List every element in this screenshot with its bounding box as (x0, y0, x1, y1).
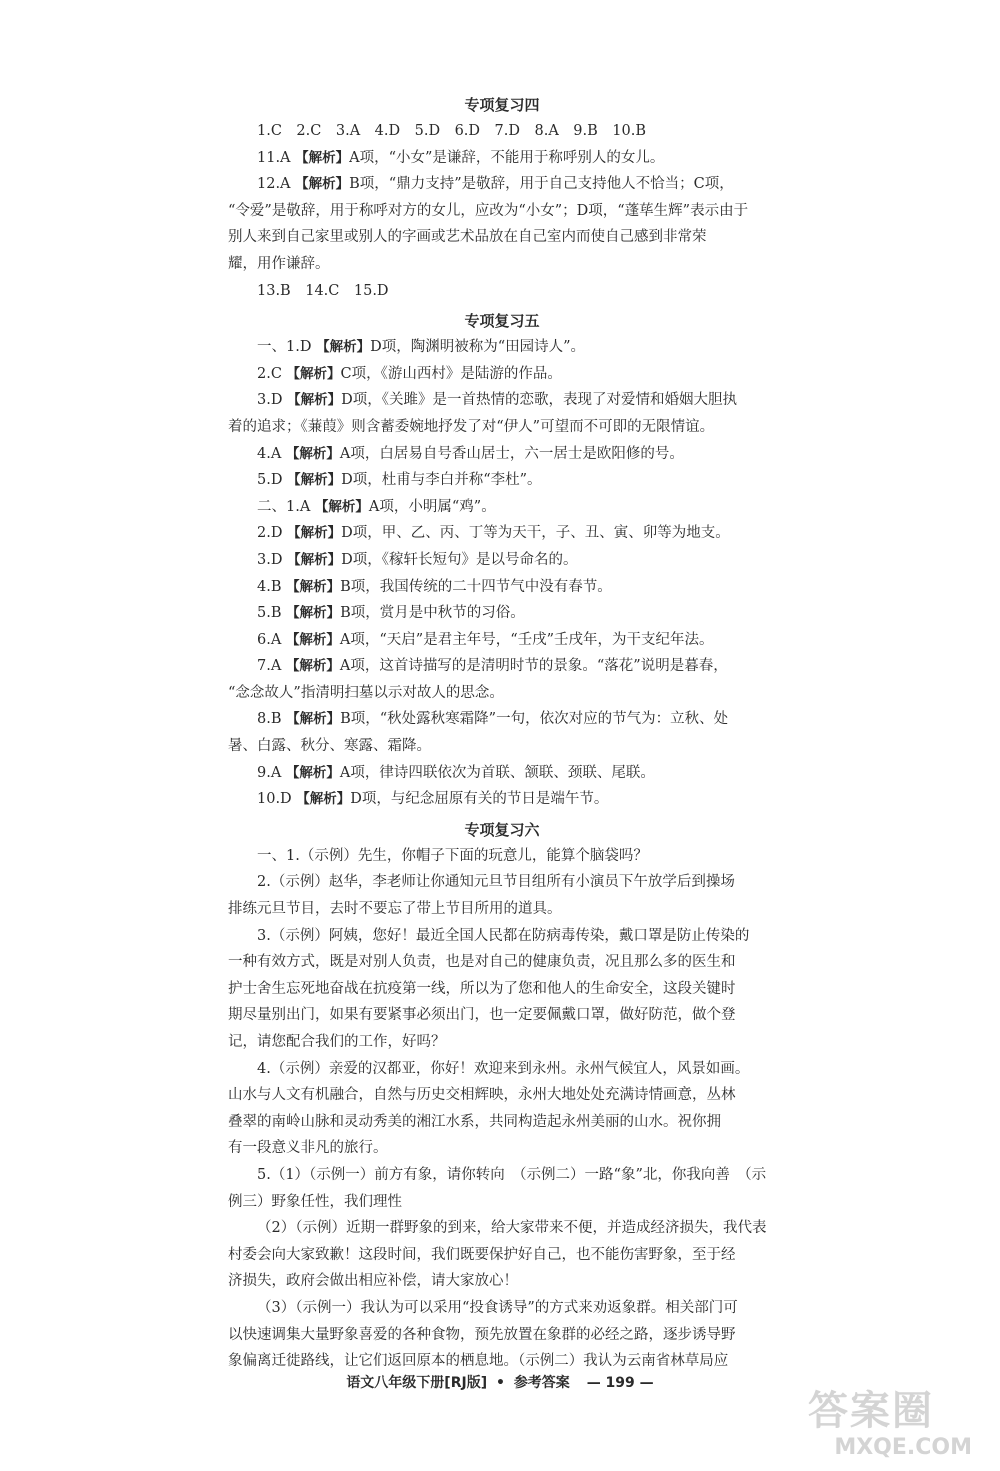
answer-line (228, 1189, 776, 1216)
answer-line (228, 1082, 776, 1109)
answer-text: “念念故人”指清明扫墓以示对故人的思念。 (228, 684, 504, 701)
section-heading: 专项复习五 (464, 312, 540, 331)
answer-line (228, 1322, 776, 1349)
answer-text: 4.A (257, 445, 286, 462)
answer-text: 9.A (257, 764, 286, 781)
answer-line (228, 600, 776, 627)
footer-book-title: 语文八年级下册[RJ版] (346, 1375, 488, 1391)
analysis-label: 【解析】 (316, 339, 371, 356)
answer-text: B项，我国传统的二十四节气中没有春节。 (340, 578, 612, 595)
answer-text: D项，陶渊明被称为“田园诗人”。 (370, 339, 586, 356)
answer-text: 5.B (257, 605, 287, 622)
answer-text: 4.（示例）亲爱的汉都亚，你好！欢迎来到永州。永州气候宜人，风景如画。 (257, 1060, 750, 1077)
answer-line (228, 574, 776, 601)
answer-text: 13.B 14.C 15.D (257, 282, 389, 299)
answer-line (228, 171, 776, 198)
answer-line (228, 414, 776, 441)
answer-text: 期尽量别出门，如果有要紧事必须出门，也一定要佩戴口罩，做好防范，做个登 (228, 1007, 736, 1024)
analysis-label: 【解析】 (295, 176, 350, 193)
answer-text: B项，赏月是中秋节的习俗。 (340, 605, 525, 622)
answer-text: 5.D (257, 472, 288, 489)
answer-text: 11.A (257, 149, 296, 166)
analysis-label: 【解析】 (286, 605, 341, 622)
analysis-label: 【解析】 (285, 764, 340, 781)
answer-text: 3.D (257, 551, 288, 568)
answer-text: 1.C 2.C 3.A 4.D 5.D 6.D 7.D 8.A 9.B 10.B (257, 123, 647, 139)
answer-line (228, 145, 776, 172)
answer-line (228, 1056, 776, 1083)
answer-text: 12.A (257, 176, 296, 193)
answer-text: 10.D (257, 791, 297, 808)
answer-text: 村委会向大家致歉！这段时间，我们既要保护好自己，也不能伤害野象，至于经 (228, 1246, 736, 1263)
answer-line (228, 494, 776, 521)
answer-text: 记，请您配合我们的工作，好吗？ (228, 1034, 446, 1050)
answer-text: （2）（示例）近期一群野象的到来，给大家带来不便，并造成经济损失，我代表 (257, 1220, 767, 1237)
answer-text: B项，“秋处露秋寒霜降”一句，依次对应的节气为：立秋、处 (340, 711, 729, 728)
analysis-label: 【解析】 (285, 631, 340, 648)
answer-text: 2.C (257, 365, 287, 382)
answer-line (228, 118, 776, 145)
answer-text: 6.A (257, 631, 286, 648)
answer-line (228, 1295, 776, 1322)
answer-text: C项，《游山西村》是陆游的作品。 (340, 365, 562, 382)
answer-text: D项，与纪念屈原有关的节日是端午节。 (350, 791, 609, 808)
answer-text: 例三）野象任性，我们理性 (228, 1193, 402, 1210)
answer-text: 山水与人文有机融合，自然与历史交相辉映，永州大地处处充满诗情画意，丛林 (228, 1087, 736, 1104)
answer-line (228, 387, 776, 414)
analysis-label: 【解析】 (314, 498, 369, 515)
answer-line (228, 976, 776, 1003)
answer-line (228, 680, 776, 707)
answer-text: 一种有效方式，既是对别人负责，也是对自己的健康负责，况且那么多的医生和 (228, 954, 736, 971)
answer-line (228, 1029, 776, 1056)
analysis-label: 【解析】 (287, 472, 342, 489)
answer-content (228, 88, 776, 1375)
answer-text: 排练元旦节目，去时不要忘了带上节目所用的道具。 (228, 901, 562, 918)
answer-text: B项，“鼎力支持”是敬辞，用于自己支持他人不恰当；C项， (349, 176, 734, 193)
answer-text: 2.（示例）赵华，李老师让你通知元旦节目组所有小演员下午放学后到操场 (257, 874, 735, 891)
answer-line (228, 896, 776, 923)
answer-line (228, 923, 776, 950)
analysis-label: 【解析】 (296, 791, 351, 808)
section-heading: 专项复习四 (464, 96, 540, 114)
analysis-label: 【解析】 (287, 551, 342, 568)
answer-line (228, 1135, 776, 1162)
answer-text: 5.（1）（示例一）前方有象，请你转向 （示例二）一路“象”北，你我向善 （示 (257, 1166, 767, 1183)
answer-text: 象偏离迁徙路线，让它们返回原本的栖息地。（示例二）我认为云南省林草局应 (228, 1353, 729, 1370)
answer-line (228, 1162, 776, 1189)
answer-line (228, 949, 776, 976)
footer-section: 参考答案 (513, 1375, 570, 1391)
answer-line (228, 760, 776, 787)
answer-text: 别人来到自己家里或别人的字画或艺术品放在自己室内而使自己感到非常荣 (228, 229, 707, 246)
answer-text: 二、1.A (257, 498, 315, 515)
answer-text: 一、1.（示例）先生，你帽子下面的玩意儿，能算个脑袋吗？ (257, 847, 648, 864)
answer-line (228, 198, 776, 225)
answer-text: 2.D (257, 525, 288, 542)
watermark-logo (808, 1388, 978, 1466)
answer-line (228, 334, 776, 361)
answer-line (228, 653, 776, 680)
answer-line (228, 467, 776, 494)
answer-text: 7.A (257, 658, 286, 675)
analysis-label: 【解析】 (295, 149, 350, 166)
answer-line (228, 547, 776, 574)
answer-line (228, 1242, 776, 1269)
answer-text: 着的追求；《蒹葭》则含蓄委婉地抒发了对“伊人”可望而不可即的无限情谊。 (228, 418, 715, 435)
answer-line (228, 627, 776, 654)
answer-text: 叠翠的南岭山脉和灵动秀美的湘江水系，共同构造起永州美丽的山水。祝你拥 (228, 1113, 721, 1130)
analysis-label: 【解析】 (286, 711, 341, 728)
answer-text: A项，白居易自号香山居士，六一居士是欧阳修的号。 (339, 445, 684, 462)
answer-line (228, 224, 776, 251)
answer-line (228, 843, 776, 870)
answer-line (228, 786, 776, 813)
analysis-label: 【解析】 (286, 365, 341, 382)
answer-line (228, 1268, 776, 1295)
watermark-url: MXQE.COM (834, 1435, 972, 1460)
answer-line (228, 1215, 776, 1242)
answer-line (228, 361, 776, 388)
answer-text: 3.（示例）阿姨，您好！最近全国人民都在防病毒传染，戴口罩是防止传染的 (257, 927, 750, 944)
section-heading: 专项复习六 (464, 820, 540, 839)
answer-line (228, 278, 776, 305)
answer-line (228, 1002, 776, 1029)
answer-text: D项，甲、乙、丙、丁等为天干，子、丑、寅、卯等为地支。 (341, 525, 730, 542)
answer-line (228, 251, 776, 278)
answer-text: （3）（示例一）我认为可以采用“投食诱导”的方式来劝返象群。相关部门可 (257, 1299, 738, 1316)
answer-text: A项，小明属“鸡”。 (368, 498, 496, 515)
answer-text: A项，“天启”是君主年号，“壬戌”壬戌年，为干支纪年法。 (339, 631, 714, 648)
answer-text: D项，《稼轩长短句》是以号命名的。 (341, 551, 578, 568)
answer-text: 护士舍生忘死地奋战在抗疫第一线，所以为了您和他人的生命安全，这段关键时 (228, 980, 736, 997)
answer-text: 4.B (257, 578, 287, 595)
answer-line (228, 441, 776, 468)
footer-separator: • (495, 1375, 505, 1391)
answer-text: “令爱”是敬辞，用于称呼对方的女儿，应改为“小女”；D项，“蓬荜生辉”表示由于 (228, 202, 749, 219)
answer-text: D项，杜甫与李白并称“李杜”。 (341, 472, 542, 489)
analysis-label: 【解析】 (285, 658, 340, 675)
answer-text: A项，这首诗描写的是清明时节的景象。“落花”说明是暮春， (339, 658, 728, 675)
analysis-label: 【解析】 (287, 392, 342, 409)
answer-text: 济损失，政府会做出相应补偿，请大家放心！ (228, 1273, 518, 1290)
analysis-label: 【解析】 (285, 445, 340, 462)
answer-text: 暑、白露、秋分、寒露、霜降。 (228, 738, 431, 755)
answer-text: 3.D (257, 392, 288, 409)
answer-text: 一、1.D (257, 339, 317, 356)
answer-line (228, 733, 776, 760)
analysis-label: 【解析】 (287, 525, 342, 542)
answer-text: A项，“小女”是谦辞，不能用于称呼别人的女儿。 (349, 149, 665, 166)
watermark-title: 答案圈 (808, 1388, 934, 1434)
answer-text: A项，律诗四联依次为首联、颔联、颈联、尾联。 (339, 764, 655, 781)
answer-line (228, 1348, 776, 1375)
analysis-label: 【解析】 (286, 578, 341, 595)
page-number: — 199 — (586, 1375, 654, 1391)
answer-text: 以快速调集大量野象喜爱的各种食物，预先放置在象群的必经之路，逐步诱导野 (228, 1326, 736, 1343)
answer-line (228, 1109, 776, 1136)
answer-text: D项，《关雎》是一首热情的恋歌，表现了对爱情和婚姻大胆执 (341, 392, 737, 409)
answer-line (228, 520, 776, 547)
answer-text: 有一段意义非凡的旅行。 (228, 1140, 388, 1157)
answer-text: 8.B (257, 711, 287, 728)
answer-line (228, 706, 776, 733)
answer-line (228, 869, 776, 896)
answer-text: 耀，用作谦辞。 (228, 255, 330, 272)
